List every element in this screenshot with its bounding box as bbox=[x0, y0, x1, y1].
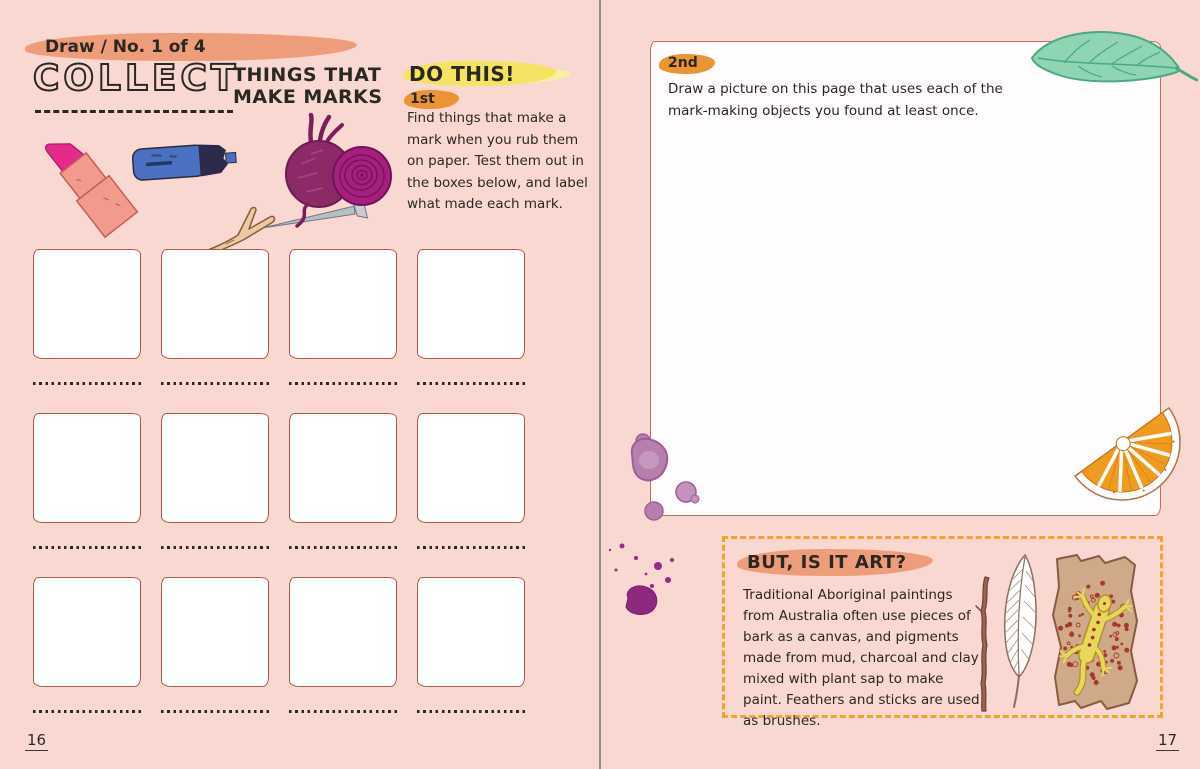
book-spine bbox=[599, 0, 601, 769]
test-cell bbox=[289, 249, 397, 385]
test-cell bbox=[33, 249, 141, 385]
bark-painting-icon bbox=[1047, 551, 1143, 715]
page-number-right: 17 bbox=[1158, 731, 1178, 749]
title-dashed-underline bbox=[35, 110, 233, 113]
test-cell bbox=[417, 249, 525, 385]
label-dotted-line bbox=[289, 710, 397, 713]
test-cell bbox=[417, 413, 525, 549]
label-dotted-line bbox=[161, 382, 269, 385]
do-this-heading: DO THIS! bbox=[409, 62, 515, 86]
mark-test-box bbox=[289, 249, 397, 359]
mark-test-box bbox=[161, 249, 269, 359]
label-dotted-line bbox=[33, 710, 141, 713]
test-cell bbox=[417, 577, 525, 713]
drawing-instructions: Draw a picture on this page that uses each of the mark-making objects you found at least once. bbox=[668, 81, 1003, 119]
test-cell bbox=[161, 577, 269, 713]
test-cell bbox=[289, 577, 397, 713]
mark-test-box bbox=[161, 413, 269, 523]
beets-icon bbox=[281, 112, 396, 242]
label-dotted-line bbox=[33, 382, 141, 385]
test-cell bbox=[289, 413, 397, 549]
mark-test-box bbox=[289, 577, 397, 687]
test-cell bbox=[161, 413, 269, 549]
fact-body-text: Traditional Aboriginal paintings from Australia often use pieces of bark as a canvas, and pigments made from mud, charcoal and clay mixed with plant sap to make paint. Feathers and sticks are used as brushes. bbox=[743, 587, 980, 729]
test-cell bbox=[161, 249, 269, 385]
mark-test-box bbox=[417, 577, 525, 687]
test-cell bbox=[33, 577, 141, 713]
test-grid bbox=[33, 249, 525, 713]
mark-test-box bbox=[417, 413, 525, 523]
mark-test-box bbox=[33, 577, 141, 687]
fact-box bbox=[722, 536, 1163, 729]
mark-test-box bbox=[417, 249, 525, 359]
page-title: COLLECT bbox=[33, 58, 240, 99]
test-cell bbox=[33, 413, 141, 549]
orange-slice-icon bbox=[1056, 404, 1188, 526]
mark-test-box bbox=[289, 413, 397, 523]
feather-icon bbox=[995, 551, 1049, 711]
label-dotted-line bbox=[161, 546, 269, 549]
label-dotted-line bbox=[417, 710, 525, 713]
fact-heading: BUT, IS IT ART? bbox=[747, 552, 907, 573]
lipstick-icon bbox=[22, 120, 144, 242]
mark-test-box bbox=[33, 249, 141, 359]
page-header-label: Draw / No. 1 of 4 bbox=[45, 37, 206, 57]
label-dotted-line bbox=[289, 546, 397, 549]
page-subtitle: THINGS THAT MAKE MARKS bbox=[233, 64, 383, 108]
label-dotted-line bbox=[33, 546, 141, 549]
label-dotted-line bbox=[417, 382, 525, 385]
label-dotted-line bbox=[161, 710, 269, 713]
step-1-label: 1st bbox=[410, 91, 435, 107]
label-dotted-line bbox=[417, 546, 525, 549]
do-this-instructions: Find things that make a mark when you rub them on paper. Test them out in the boxes below, and label what made each mark. bbox=[407, 110, 588, 212]
step-2-label: 2nd bbox=[668, 55, 698, 71]
paint-splatter-icons bbox=[602, 418, 727, 643]
leaf-icon bbox=[1028, 24, 1198, 96]
page-number-left: 16 bbox=[27, 731, 47, 749]
mark-test-box bbox=[33, 413, 141, 523]
mark-test-box bbox=[161, 577, 269, 687]
stick-icon bbox=[973, 575, 995, 713]
label-dotted-line bbox=[289, 382, 397, 385]
highlighter-marker-icon bbox=[130, 136, 242, 196]
